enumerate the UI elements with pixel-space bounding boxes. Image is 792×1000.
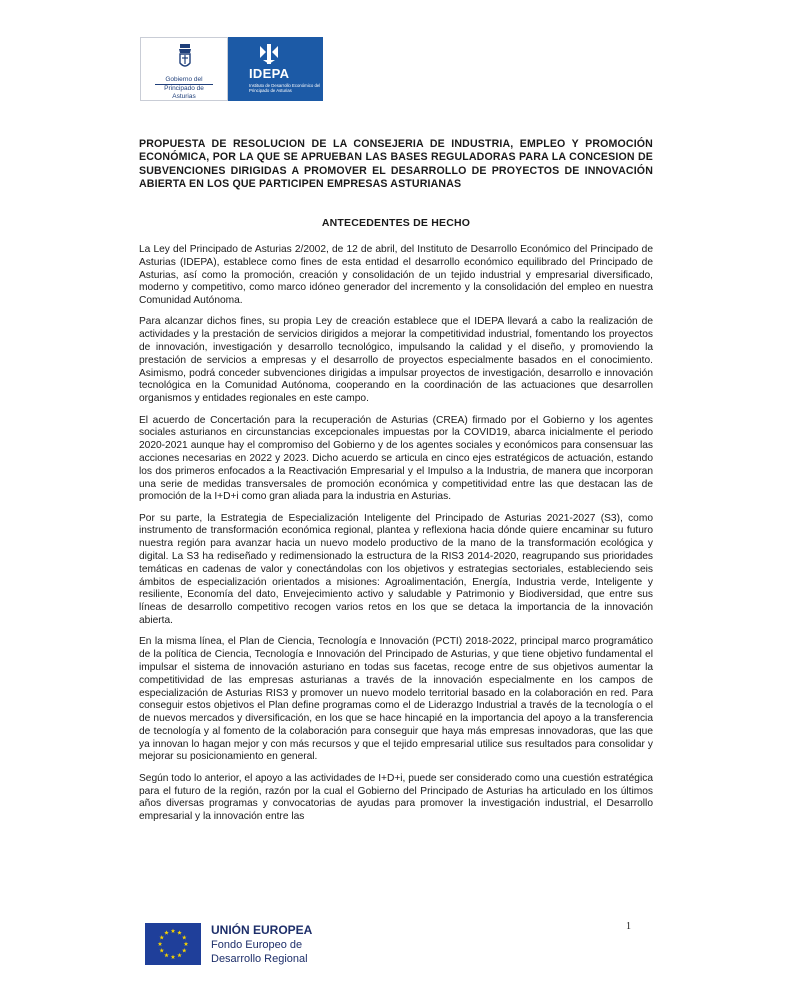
body-paragraph: Por su parte, la Estrategia de Especialización Inteligente del Principado de Asturias 2021-2027 (S3), como instrumento de transformación económica regional, plantea y reflexiona hacia dónde quiere encaminar su futuro nuestra región para avanzar hacia un nuevo modelo productivo de la mano de la transformación ecológica y digital. La S3 ha rediseñado y redimensionado la estructura de la RIS3 2014-2020, reagrupando sus prioridades temáticas en cadenas de valor y conectándolas con los objetivos y estrategias sectoriales, estableciendo seis ámbitos de especialización orientados a misiones: Agroalimentación, Energía, Industria verde, Inteligente y resiliente, Economía del dato, Envejecimiento activo y saludable y Patrimonio y Biodiversidad, que entre sus líneas de desarrollo competitivo recogen varios retos en los que se detaca la importancia de la innovación abierta. <box>139 512 653 627</box>
body-paragraph: La Ley del Principado de Asturias 2/2002, de 12 de abril, del Instituto de Desarrollo Económico del Principado de Asturias (IDEPA), establece como fines de esta entidad el desarrollo económico equilibrado del Principado de Asturias, así como la promoción, creación y consolidación de un tejido industrial y empresarial diversificado, moderno y competitivo, como marco idóneo generador del incremento y la consolidación del empleo en nuestra Comunidad Autónoma. <box>139 244 653 307</box>
idepa-logo <box>228 37 323 101</box>
asturias-logo-line2: Principado de Asturias <box>155 84 213 101</box>
asturias-logo-line1: Gobierno del <box>165 76 203 83</box>
document-body <box>139 244 653 832</box>
body-paragraph: Para alcanzar dichos fines, su propia Ley de creación establece que el IDEPA llevará a cabo la realización de actividades y la prestación de servicios dirigidos a mejorar la competitividad industrial, fomentando los proyectos de innovación, investigación y desarrollo tecnológico, impulsando la calidad y el diseño, y promoviendo la prestación de servicios a empresas y el desarrollo de proyectos especialmente basados en el conocimiento. Asimismo, podrá conceder subvenciones dirigidas a impulsar proyectos de investigación, desarrollo e innovación tecnológica en la Comunidad Autónoma, cooperando en la coordinación de las actuaciones que desarrollen organismos y entidades regionales en este campo. <box>139 316 653 405</box>
eu-logo-line3: Desarrollo Regional <box>211 953 308 965</box>
eu-flag-icon <box>145 923 201 965</box>
body-paragraph: En la misma línea, el Plan de Ciencia, Tecnología e Innovación (PCTI) 2018-2022, principal marco programático de la política de Ciencia, Tecnología e Innovación del Principado de Asturias, y que tiene objetivo fundamental el impulsar el sistema de innovación asturiano en todas sus facetas, recoge entre de sus objetivos aumentar la competitividad de las empresas asturianas a través de la innovación especialmente en los campos de especialización de Asturias RIS3 y promover un nuevo modelo territorial basado en la colaboración en red. Para conseguir estos objetivos el Plan define programas como el de Liderazgo Industrial a través de la tecnología o el de nuevos mercados y diversificación, en los que se hace hincapié en la importancia del apoyo a la transferencia de tecnología y al fomento de la colaboración para conseguir que haya más empresas innovadoras, que las que ya innovan lo hagan mejor y con más recursos y que el tejido empresarial utilice sus resultados para consolidar y mejorar su posicionamiento en general. <box>139 636 653 763</box>
crown-crest-icon <box>177 44 193 70</box>
eu-logo-line2: Fondo Europeo de <box>211 939 303 951</box>
asturias-government-logo <box>140 37 228 101</box>
eu-logo-line1: UNIÓN EUROPEA <box>211 923 313 937</box>
header-logos <box>140 37 323 101</box>
document-title: PROPUESTA DE RESOLUCION DE LA CONSEJERIA DE INDUSTRIA, EMPLEO Y PROMOCIÓN ECONÓMICA, POR LA QUE SE APRUEBAN LAS BASES REGULADORAS PARA LA CONCESION DE SUBVENCIONES DIRIGIDAS A PROMOVER EL DESARROLLO DE PROYECTOS DE INNOVACIÓN ABIERTA EN LOS QUE PARTICIPEN EMPRESAS ASTURIANAS <box>139 138 653 190</box>
section-heading: ANTECEDENTES DE HECHO <box>321 217 471 229</box>
body-paragraph: El acuerdo de Concertación para la recuperación de Asturias (CREA) firmado por el Gobierno y los agentes sociales asturianos en circunstancias excepcionales impuestas por la COVID19, abarca inicialmente el periodo 2020-2021 aunque hay el compromiso del Gobierno y de los agentes sociales y económicos para consensuar las acciones necesarias en 2022 y 2023. Dicho acuerdo se articula en cinco ejes estratégicos de actuación, estando los dos primeros enfocados a la Reactivación Empresarial y el Impulso a la Industria, de manera que incorporan una serie de medidas transversales de promoción económica y competitividad entre las que destacan las de promoción de la I+D+i como gran aliada para la industria en Asturias. <box>139 414 653 503</box>
page-number: 1 <box>626 921 631 932</box>
idepa-logo-description: Instituto de Desarrollo Económico del Principado de Asturias <box>249 83 321 93</box>
eu-feder-logo <box>145 923 335 968</box>
body-paragraph: Según todo lo anterior, el apoyo a las actividades de I+D+i, puede ser considerado como una cuestión estratégica para el futuro de la región, razón por la cual el Gobierno del Principado de Asturias ha articulado en los últimos años diversas programas y convocatorias de ayudas para promover la investigación industrial, el Desarrollo empresarial y la innovación entre las <box>139 772 653 823</box>
idepa-logo-name: IDEPA <box>249 66 290 81</box>
idepa-mark-icon <box>258 44 280 64</box>
